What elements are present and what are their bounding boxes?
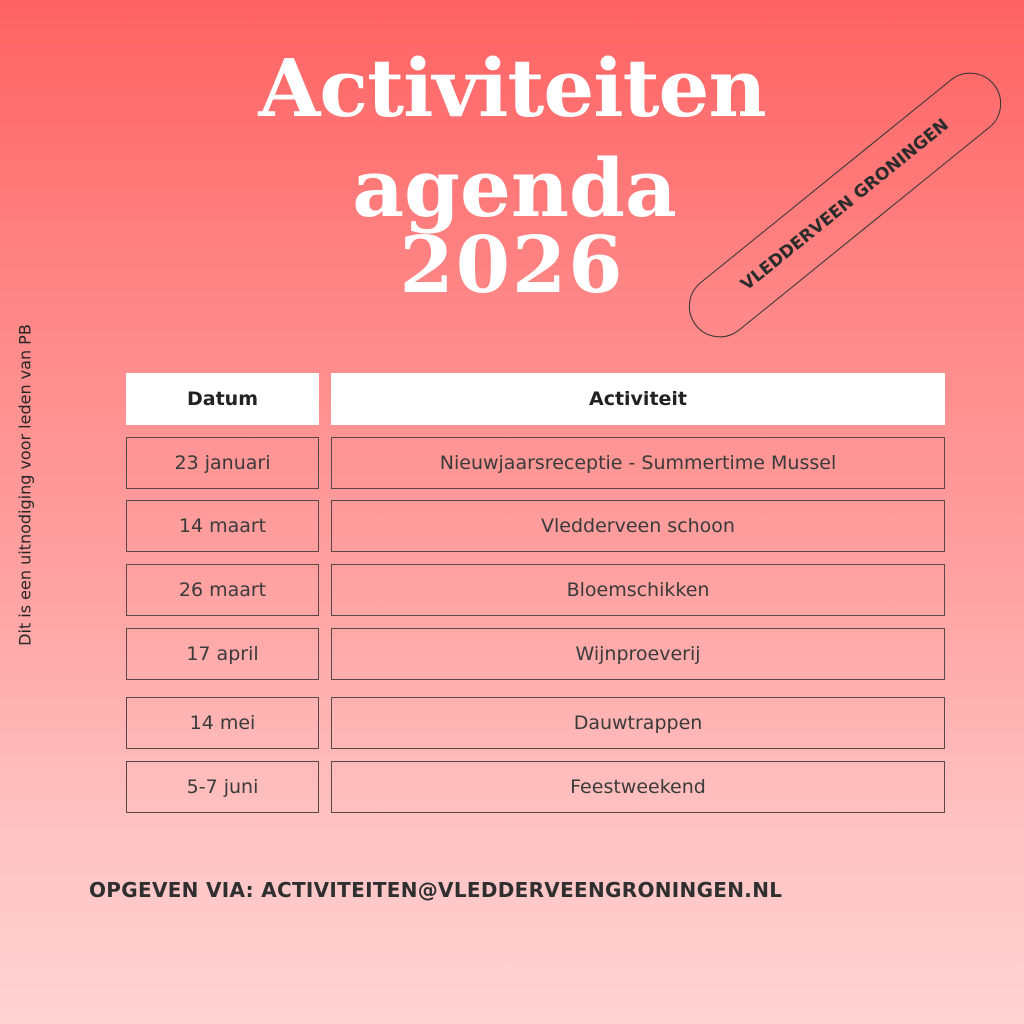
- row-4-activity: Wijnproeverij: [331, 628, 945, 680]
- row-5-activity: Dauwtrappen: [331, 697, 945, 749]
- header-activiteit: Activiteit: [331, 373, 945, 425]
- signup-email-line: OPGEVEN VIA: ACTIVITEITEN@VLEDDERVEENGRONINGEN.NL: [89, 878, 783, 902]
- row-1-date: 23 januari: [126, 437, 319, 489]
- title-year: 2026: [399, 220, 625, 311]
- row-2-date: 14 maart: [126, 500, 319, 552]
- row-1-activity: Nieuwjaarsreceptie - Summertime Mussel: [331, 437, 945, 489]
- row-5-date: 14 mei: [126, 697, 319, 749]
- side-invitation-note: Dit is een uitnodiging voor leden van PB: [15, 324, 35, 646]
- row-4-date: 17 april: [126, 628, 319, 680]
- row-3-activity: Bloemschikken: [331, 564, 945, 616]
- row-3-date: 26 maart: [126, 564, 319, 616]
- row-6-activity: Feestweekend: [331, 761, 945, 813]
- title-line-2: agenda: [352, 141, 677, 235]
- header-datum: Datum: [126, 373, 319, 425]
- title-line-1: Activiteiten: [258, 41, 766, 135]
- location-badge: VLEDDERVEEN GRONINGEN: [676, 60, 1013, 350]
- row-6-date: 5-7 juni: [126, 761, 319, 813]
- row-2-activity: Vledderveen schoon: [331, 500, 945, 552]
